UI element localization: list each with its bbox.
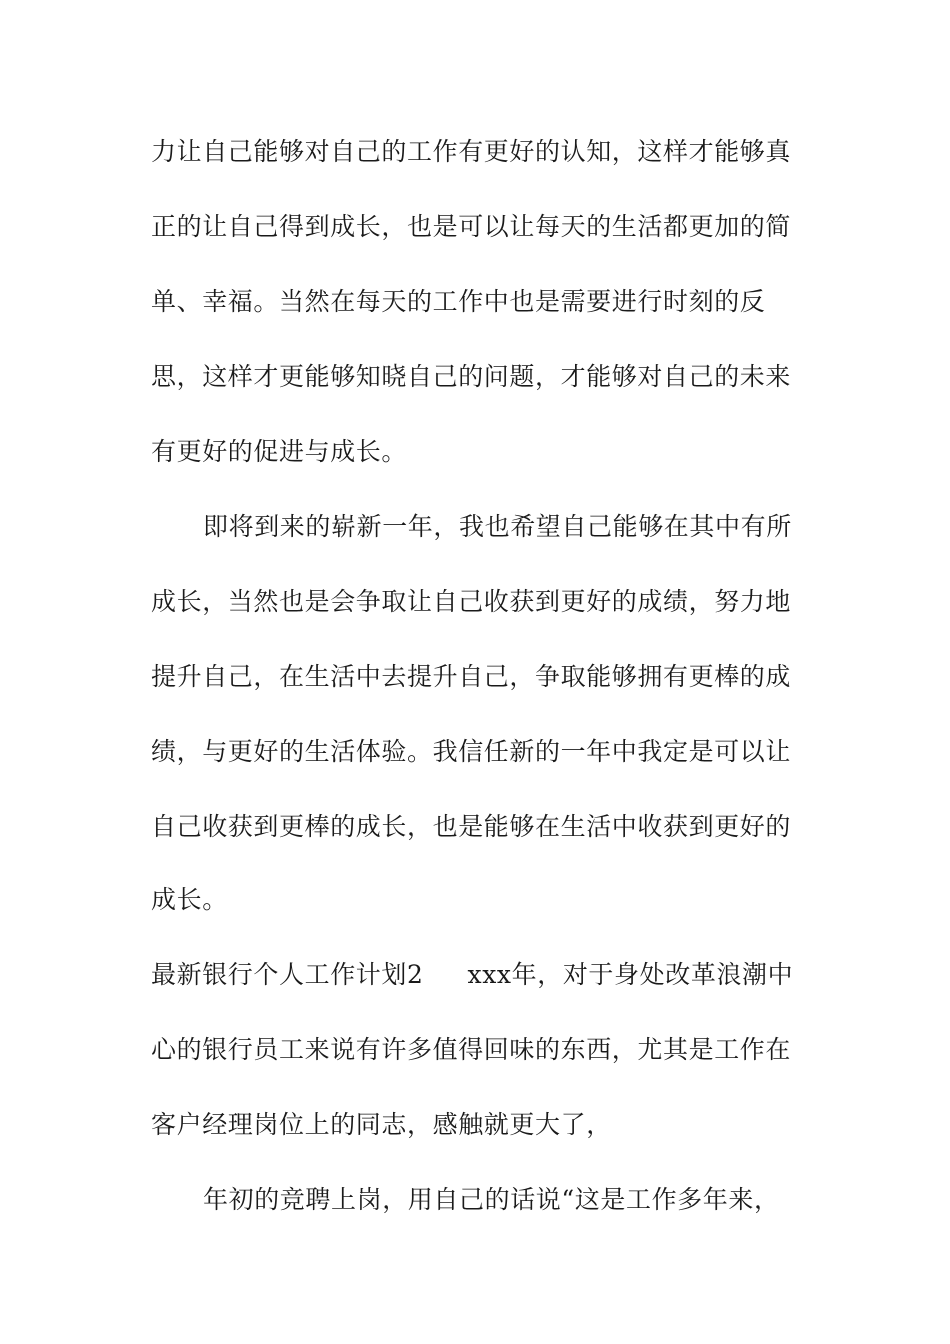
- paragraph-start-line: 即将到来的崭新一年，我也希望自己能够在其中有所: [203, 512, 792, 541]
- text-line: 思，这样才更能够知晓自己的问题，才能够对自己的未来: [151, 362, 792, 391]
- text-line: 力让自己能够对自己的工作有更好的认知，这样才能够真: [151, 137, 792, 166]
- text-line: 成长，当然也是会争取让自己收获到更好的成绩，努力地: [151, 587, 792, 616]
- section-heading-line: [151, 955, 811, 995]
- text-line: 客户经理岗位上的同志，感触就更大了，: [151, 1110, 612, 1139]
- text-line: 自己收获到更棒的成长，也是能够在生活中收获到更好的: [151, 812, 792, 841]
- paragraph-start-line: 年初的竞聘上岗，用自己的话说“这是工作多年来，: [203, 1185, 780, 1214]
- text-line: 提升自己，在生活中去提升自己，争取能够拥有更棒的成: [151, 662, 792, 691]
- text-line: 绩，与更好的生活体验。我信任新的一年中我定是可以让: [151, 737, 792, 766]
- text-line: 成长。: [151, 885, 228, 914]
- text-line: 单、幸福。当然在每天的工作中也是需要进行时刻的反: [151, 287, 766, 316]
- text-line: 心的银行员工来说有许多值得回味的东西，尤其是工作在: [151, 1035, 792, 1064]
- text-line: 正的让自己得到成长，也是可以让每天的生活都更加的简: [151, 212, 792, 241]
- section-heading-text: xxx年，对于身处改革浪潮中: [467, 960, 794, 989]
- text-line: 有更好的促进与成长。: [151, 437, 408, 466]
- section-heading-title: 最新银行个人工作计划2: [151, 960, 424, 989]
